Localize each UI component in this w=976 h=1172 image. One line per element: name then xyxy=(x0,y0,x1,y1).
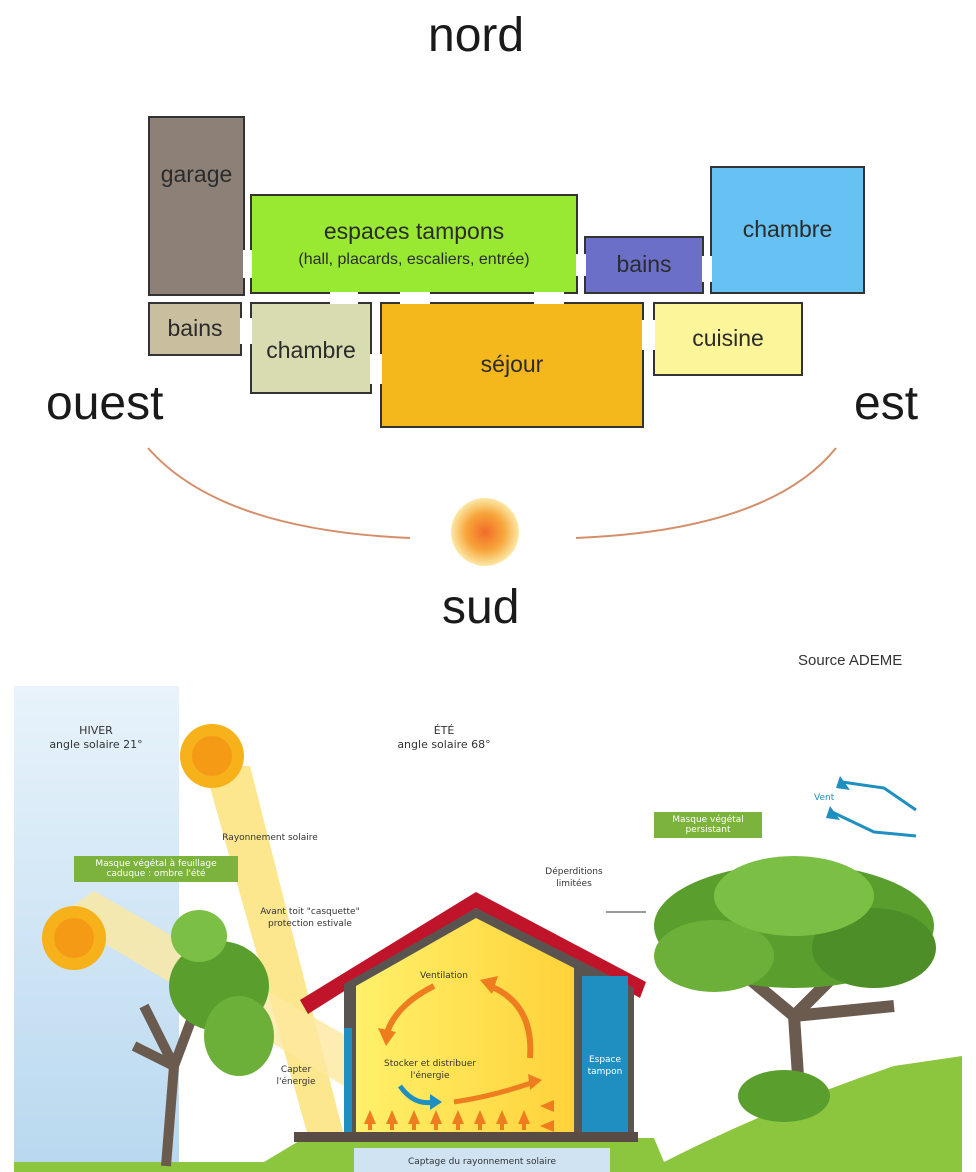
wind-arrows-icon xyxy=(832,782,916,836)
west-label: ouest xyxy=(46,377,164,430)
room-espaces-tampons xyxy=(250,194,578,294)
room-chambre-sw xyxy=(250,302,372,394)
espaces-subtitle: (hall, placards, escaliers, entrée) xyxy=(298,250,530,268)
sun-arc-east xyxy=(576,448,836,538)
espace-tampon-line1: Espace xyxy=(588,1055,622,1065)
bioclimatic-illustration xyxy=(14,686,962,1172)
sun-icon xyxy=(451,498,519,566)
stocker-line2: l'énergie xyxy=(410,1071,450,1081)
north-label: nord xyxy=(428,9,525,62)
ventilation-label: Ventilation xyxy=(420,971,468,981)
masque-persistant-line1: Masque végétal xyxy=(672,815,744,825)
chambre-sw-label: chambre xyxy=(266,337,356,363)
sejour-label: séjour xyxy=(480,351,544,377)
room-sejour xyxy=(380,302,644,428)
door-opening xyxy=(576,254,586,276)
summer-sun-icon xyxy=(180,724,244,788)
south-label: sud xyxy=(442,581,520,634)
glazing xyxy=(344,1028,352,1132)
door-opening xyxy=(243,250,252,278)
sun-arc-west xyxy=(148,448,410,538)
door-opening xyxy=(240,318,252,344)
winter-title: HIVER xyxy=(79,724,113,737)
masque-caduc-line1: Masque végétal à feuillage xyxy=(95,859,217,869)
door-opening xyxy=(400,292,430,304)
espace-tampon-line2: tampon xyxy=(587,1067,623,1077)
room-bains-north xyxy=(584,236,704,294)
masque-caduc-line2: caduque : ombre l'été xyxy=(106,869,206,879)
door-opening xyxy=(534,292,564,304)
masque-persistant-line2: persistant xyxy=(685,825,731,835)
room-garage-label: garage xyxy=(160,161,233,187)
rayonnement-label: Rayonnement solaire xyxy=(222,833,318,843)
door-opening xyxy=(702,256,712,282)
bains-north-label: bains xyxy=(616,251,672,278)
capter-line1: Capter xyxy=(280,1065,312,1075)
deperditions-line1: Déperditions xyxy=(545,867,603,877)
house-floor xyxy=(294,1132,638,1142)
winter-sun-icon xyxy=(42,906,106,970)
captage-label: Captage du rayonnement solaire xyxy=(407,1157,557,1167)
door-opening xyxy=(330,292,358,304)
bains-west-label: bains xyxy=(167,315,223,342)
vent-label: Vent xyxy=(814,793,835,803)
capter-line2: l'énergie xyxy=(276,1077,316,1087)
chambre-ne-label: chambre xyxy=(742,216,833,243)
summer-angle: angle solaire 68° xyxy=(397,738,491,751)
cuisine-label: cuisine xyxy=(692,325,764,352)
wind-arrowhead xyxy=(826,806,840,820)
summer-title: ÉTÉ xyxy=(433,724,455,737)
east-label: est xyxy=(854,377,919,430)
avant-toit-line1: Avant toit "casquette" xyxy=(260,907,360,917)
sun-path xyxy=(0,430,976,590)
room-cuisine xyxy=(653,302,803,376)
room-chambre-ne xyxy=(710,166,865,294)
room-garage xyxy=(148,116,245,296)
source-label: Source ADEME xyxy=(798,652,903,669)
door-opening xyxy=(642,320,655,350)
room-bains-west xyxy=(148,302,242,356)
stocker-line1: Stocker et distribuer xyxy=(384,1059,476,1069)
masque-persistant-tag xyxy=(654,812,762,838)
avant-toit-line2: protection estivale xyxy=(268,919,352,929)
espaces-title: espaces tampons xyxy=(323,218,505,245)
door-opening xyxy=(370,354,382,384)
winter-angle: angle solaire 21° xyxy=(49,738,143,751)
masque-caduc-tag xyxy=(74,856,238,882)
deperditions-line2: limitées xyxy=(556,879,592,889)
espace-tampon-block xyxy=(582,976,628,1132)
